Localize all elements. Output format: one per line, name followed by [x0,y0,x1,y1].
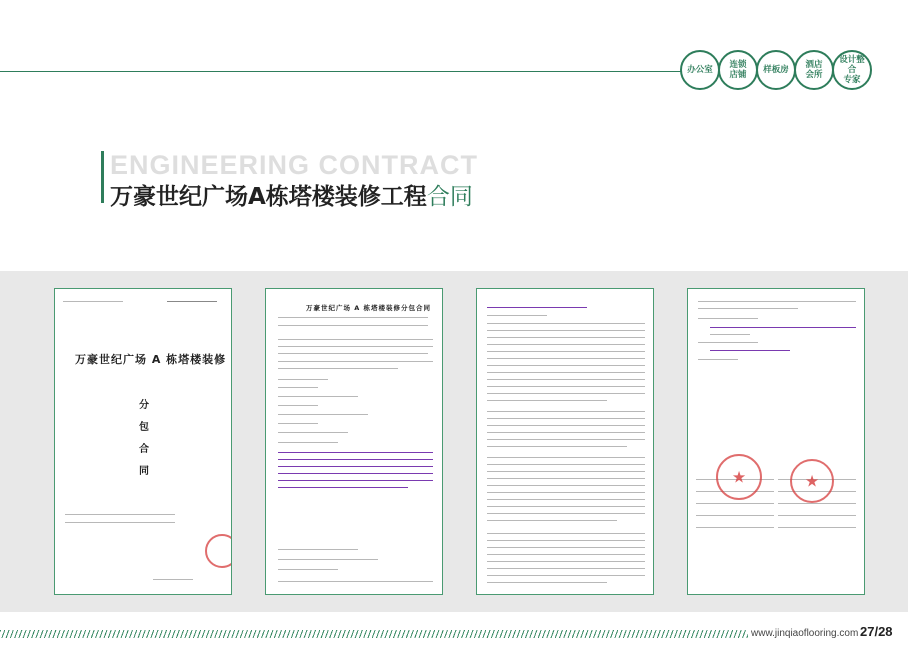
page-text-line [487,582,607,583]
signature-line [778,515,856,516]
page-text-line [487,337,645,338]
page-text-line [487,471,645,472]
page-text-line [487,386,645,387]
page-text-line [487,315,547,316]
page-text-line [698,359,738,360]
page-text-line [487,439,645,440]
cover-vertical-char: 包 [139,422,149,433]
page-text-line [278,368,398,369]
page-text-line [278,325,428,326]
document-page-contract[interactable] [265,288,443,595]
header-rule [0,71,688,72]
page-text-line [487,513,645,514]
nav-label: 连锁 店铺 [729,60,747,80]
page-text-line [278,387,318,388]
page-text-line [487,393,645,394]
nav-hotel-button[interactable] [794,50,834,90]
highlight-line [710,350,790,351]
document-page-cover[interactable] [54,288,232,595]
page-text-line [487,485,645,486]
page-number: 27/28 [860,624,893,639]
page-text-line [278,549,358,550]
cover-title: 万豪世纪广场 A 栋塔楼装修 [75,353,227,366]
page-text-line [487,478,645,479]
document-page-signature[interactable] [687,288,865,595]
page-text-line [710,334,750,335]
nav-label: 样板房 [763,65,789,75]
page-text-line [65,522,175,523]
page-text-line [487,547,645,548]
page-text-line [487,540,645,541]
page-text-line [487,358,645,359]
page-text-line [153,579,193,580]
contract-title: 万豪世纪广场 A 栋塔楼装修分包合同 [306,304,432,312]
page-text-line [487,344,645,345]
page-text-line [487,418,645,419]
document-page-terms[interactable] [476,288,654,595]
page-title [110,178,473,211]
page-text-line [487,372,645,373]
page-text-line [487,506,645,507]
nav-label: 设计整合 专家 [839,55,865,85]
highlight-line [487,307,587,308]
page-text-line [487,330,645,331]
nav-office-button[interactable] [680,50,720,90]
page-text-line [698,318,758,319]
page-text-line [487,464,645,465]
page-text-line [278,559,378,560]
page-text-line [698,342,758,343]
highlight-line [278,466,433,467]
highlight-line [278,487,408,488]
page-text-line [487,575,645,576]
page-text-line [487,499,645,500]
red-seal-stamp [716,454,762,500]
page-text-line [487,351,645,352]
cover-vertical-char: 分 [139,400,149,411]
page-text-line [487,561,645,562]
star-icon: ★ [804,471,820,491]
footer-url-link[interactable]: www.jinqiaoflooring.com [751,628,859,639]
page-text-line [278,569,338,570]
highlight-line [278,459,433,460]
highlight-line [278,452,433,453]
footer-hatched-rule [0,630,748,638]
english-title: ENGINEERING CONTRACT [110,150,479,180]
page-text-line [487,411,645,412]
document-gallery [0,271,908,612]
page-text-line [487,492,645,493]
page-text-line [487,520,617,521]
page-text-line [278,379,328,380]
nav-chain-store-button[interactable] [718,50,758,90]
highlight-line [278,480,433,481]
signature-line [778,527,856,528]
page-text-line [487,533,645,534]
page-text-line [278,442,338,443]
nav-showroom-button[interactable] [756,50,796,90]
title-main: 万豪世纪广场A栋塔楼装修工程 [110,184,427,210]
highlight-line [278,473,433,474]
page-text-line [487,400,607,401]
page-text-line [278,353,428,354]
page-text-line [278,405,318,406]
nav-label: 办公室 [687,65,713,75]
page-text-line [487,323,645,324]
page-text-line [487,568,645,569]
red-seal-stamp [790,459,834,503]
page-text-line [487,432,645,433]
page-text-line [278,317,428,318]
star-icon: ★ [731,467,747,487]
page-text-line [278,396,358,397]
page-text-line [487,379,645,380]
title-accent-bar [101,151,104,203]
cover-vertical-char: 合 [139,444,149,455]
page-text-line [698,301,856,302]
red-seal-stamp [205,534,232,568]
cover-vertical-char: 同 [139,466,149,477]
title-suffix: 合同 [426,184,473,210]
page-text-line [278,346,433,347]
page-text-line [278,581,433,582]
page-text-line [167,301,217,302]
page-text-line [65,514,175,515]
page-text-line [63,301,123,302]
signature-line [696,527,774,528]
page-text-line [278,432,348,433]
page-text-line [278,423,318,424]
page-text-line [698,308,798,309]
page-text-line [487,365,645,366]
page-text-line [278,414,368,415]
page-text-line [278,361,433,362]
page-text-line [278,339,433,340]
signature-line [696,515,774,516]
signature-line [696,503,774,504]
nav-design-button[interactable] [832,50,872,90]
highlight-line [710,327,856,328]
page-text-line [487,457,645,458]
nav-label: 酒店 会所 [805,60,823,80]
page-text-line [487,425,645,426]
page-text-line [487,554,645,555]
page-text-line [487,446,627,447]
signature-line [778,503,856,504]
